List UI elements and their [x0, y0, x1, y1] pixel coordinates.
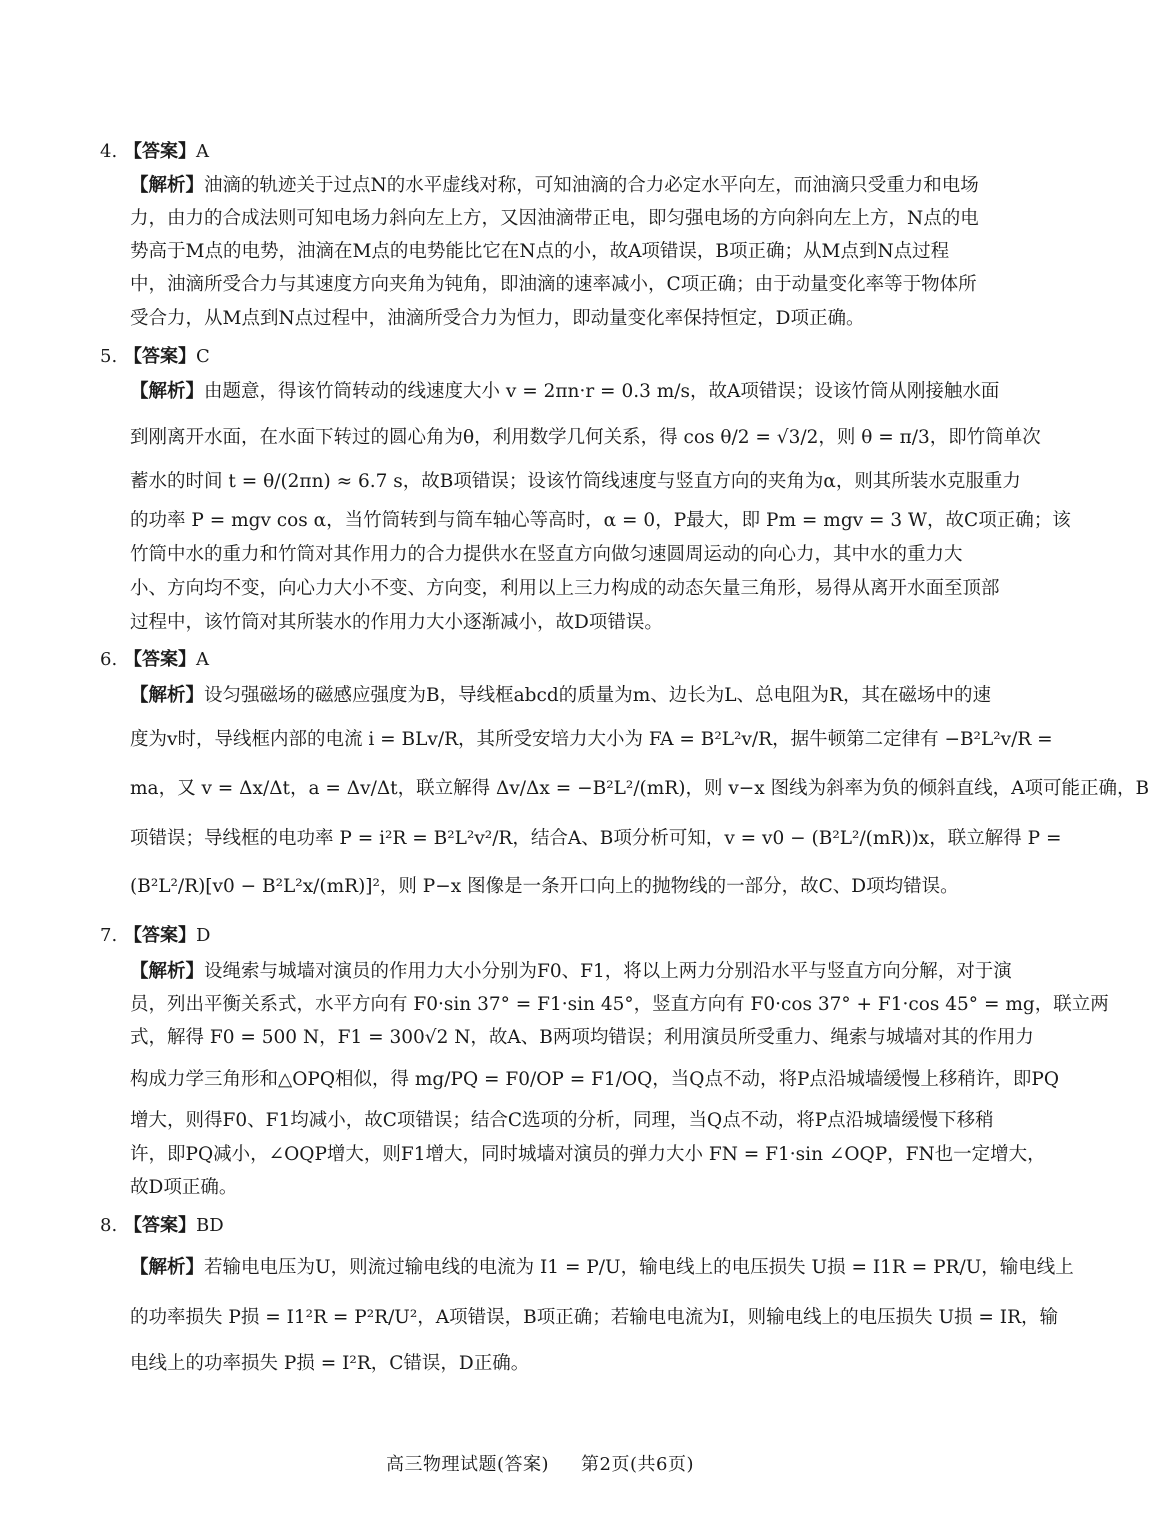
question-8-analysis-line: 电线上的功率损失 P损 = I²R，C错误，D正确。 [130, 1353, 530, 1374]
answer-value: A [196, 649, 209, 670]
analysis-label: 【解析】 [130, 961, 205, 982]
question-4-analysis-line: 力，由力的合成法则可知电场力斜向左上方，又因油滴带正电，即匀强电场的方向斜向左上方，N点的电 [130, 208, 979, 229]
analysis-label: 【解析】 [130, 381, 205, 402]
question-5-analysis-line [130, 378, 1000, 406]
question-8-analysis-line [130, 1254, 1074, 1282]
answer-value: A [196, 141, 209, 162]
question-6-header [100, 648, 980, 672]
question-7-analysis-line: 员，列出平衡关系式，水平方向有 F0·sin 37° = F1·sin 45°，竖直方向有 F0·cos 37° + F1·cos 45° = mg，联立两 [130, 994, 1109, 1015]
answer-tag: 【答案】 [124, 1215, 196, 1236]
question-7-header [100, 924, 980, 948]
question-number: 5. [100, 346, 118, 367]
answer-value: D [196, 925, 211, 946]
question-4-analysis-line: 中，油滴所受合力与其速度方向夹角为钝角，即油滴的速率减小，C项正确；由于动量变化率等于物体所 [130, 274, 977, 295]
question-number: 6. [100, 649, 118, 670]
question-5-analysis-line: 竹筒中水的重力和竹筒对其作用力的合力提供水在竖直方向做匀速圆周运动的向心力，其中水的重力大 [130, 544, 963, 565]
analysis-text: 若输电电压为U，则流过输电线的电流为 I1 = P/U，输电线上的电压损失 U损 = I1R = PR/U，输电线上 [204, 1257, 1074, 1278]
analysis-text: 由题意，得该竹筒转动的线速度大小 v = 2πn·r = 0.3 m/s，故A项错误；设该竹筒从刚接触水面 [204, 381, 1000, 402]
question-7-analysis-line: 式，解得 F0 = 500 N，F1 = 300√2 N，故A、B两项均错误；利用演员所受重力、绳索与城墙对其的作用力 [130, 1027, 1034, 1048]
analysis-text: 油滴的轨迹关于过点N的水平虚线对称，可知油滴的合力必定水平向左，而油滴只受重力和电场 [204, 175, 979, 196]
question-6-analysis-line: (B²L²/R)[v0 − B²L²x/(mR)]²，则 P−x 图像是一条开口向上的抛物线的一部分，故C、D项均错误。 [130, 876, 959, 897]
question-5-analysis-line: 的功率 P = mgv cos α，当竹筒转到与筒车轴心等高时，α = 0，P最大，即 Pm = mgv = 3 W，故C项正确；该 [130, 510, 1071, 531]
analysis-label: 【解析】 [130, 685, 205, 706]
question-6-analysis-line: ma，又 v = Δx/Δt，a = Δv/Δt，联立解得 Δv/Δx = −B²L²/(mR)，则 v−x 图线为斜率为负的倾斜直线，A项可能正确，B [130, 778, 1149, 799]
answer-value: C [196, 346, 210, 367]
analysis-text: 设绳索与城墙对演员的作用力大小分别为F0、F1，将以上两力分别沿水平与竖直方向分解，对于演 [204, 961, 1012, 982]
question-5-header [100, 345, 980, 369]
question-6-analysis-line: 项错误；导线框的电功率 P = i²R = B²L²v²/R，结合A、B项分析可知，v = v0 − (B²L²/(mR))x，联立解得 P = [130, 828, 1062, 849]
question-5-analysis-line: 蓄水的时间 t = θ/(2πn) ≈ 6.7 s，故B项错误；设该竹筒线速度与竖直方向的夹角为α，则其所装水克服重力 [130, 471, 1021, 492]
question-6-analysis-line: 度为v时，导线框内部的电流 i = BLv/R，其所受安培力大小为 FA = B²L²v/R，据牛顿第二定律有 −B²L²v/R = [130, 729, 1053, 750]
question-number: 4. [100, 141, 118, 162]
answer-tag: 【答案】 [124, 141, 196, 162]
question-4-analysis-line [130, 172, 980, 200]
answer-value: BD [196, 1215, 224, 1236]
answer-tag: 【答案】 [124, 925, 196, 946]
question-number: 8. [100, 1215, 118, 1236]
footer-title: 高三物理试题(答案) [386, 1454, 550, 1475]
question-7-analysis-line: 故D项正确。 [130, 1177, 238, 1198]
question-4-header [100, 140, 980, 164]
analysis-label: 【解析】 [130, 175, 205, 196]
question-8-analysis-line: 的功率损失 P损 = I1²R = P²R/U²，A项错误，B项正确；若输电电流为I，则输电线上的电压损失 U损 = IR，输 [130, 1307, 1059, 1328]
question-4-analysis-line: 受合力，从M点到N点过程中，油滴所受合力为恒力，即动量变化率保持恒定，D项正确。 [130, 308, 865, 329]
page-number: 第2页(共6页) [581, 1454, 694, 1475]
question-8-header [100, 1214, 980, 1238]
analysis-label: 【解析】 [130, 1257, 205, 1278]
question-6-analysis-line [130, 682, 991, 710]
question-5-analysis-line: 到刚离开水面，在水面下转过的圆心角为θ，利用数学几何关系，得 cos θ/2 = √3/2，则 θ = π/3，即竹筒单次 [130, 427, 1041, 448]
page-footer [0, 1450, 1080, 1476]
answer-tag: 【答案】 [124, 346, 196, 367]
question-7-analysis-line: 增大，则得F0、F1均减小，故C项错误；结合C选项的分析，同理，当Q点不动，将P点沿城墙缓慢下移稍 [130, 1110, 994, 1131]
question-5-analysis-line: 小、方向均不变，向心力大小不变、方向变，利用以上三力构成的动态矢量三角形，易得从离开水面至顶部 [130, 578, 1000, 599]
question-7-analysis-line [130, 958, 1012, 986]
answer-tag: 【答案】 [124, 649, 196, 670]
analysis-text: 设匀强磁场的磁感应强度为B，导线框abcd的质量为m、边长为L、总电阻为R，其在磁场中的速 [204, 685, 991, 706]
question-4-analysis-line: 势高于M点的电势，油滴在M点的电势能比它在N点的小，故A项错误，B项正确；从M点到N点过程 [130, 241, 950, 262]
question-5-analysis-line: 过程中，该竹筒对其所装水的作用力大小逐渐减小，故D项错误。 [130, 612, 663, 633]
question-7-analysis-line: 构成力学三角形和△OPQ相似，得 mg/PQ = F0/OP = F1/OQ，当Q点不动，将P点沿城墙缓慢上移稍许，即PQ [130, 1069, 1060, 1090]
question-7-analysis-line: 许，即PQ减小，∠OQP增大，则F1增大，同时城墙对演员的弹力大小 FN = F1·sin ∠OQP，FN也一定增大， [130, 1144, 1046, 1165]
question-number: 7. [100, 925, 118, 946]
